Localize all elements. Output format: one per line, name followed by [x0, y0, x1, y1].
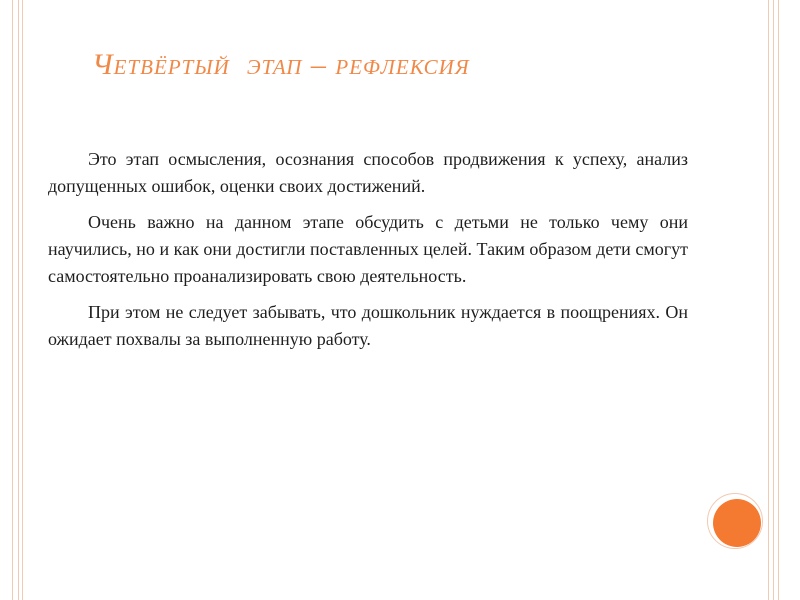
- right-border-line: [778, 0, 779, 600]
- right-border-line: [773, 0, 774, 600]
- paragraph: Очень важно на данном этапе обсудить с детьми не только чему они научились, но и как они достигли поставленных целей. Таким образом дети смогут самостоятельно проанализировать свою деятельность.: [48, 212, 688, 286]
- slide-title: Четвёртый этап – рефлексия: [92, 48, 470, 81]
- paragraph: При этом не следует забывать, что дошкольник нуждается в поощрениях. Он ожидает похвалы за выполненную работу.: [48, 302, 688, 349]
- slide-body: [48, 146, 688, 362]
- paragraph: Это этап осмысления, осознания способов продвижения к успеху, анализ допущенных ошибок, оценки своих достижений.: [48, 149, 688, 196]
- accent-circle: [713, 499, 761, 547]
- left-border-line: [22, 0, 23, 600]
- right-border-line: [768, 0, 769, 600]
- left-border-line: [18, 0, 19, 600]
- left-border-line: [12, 0, 13, 600]
